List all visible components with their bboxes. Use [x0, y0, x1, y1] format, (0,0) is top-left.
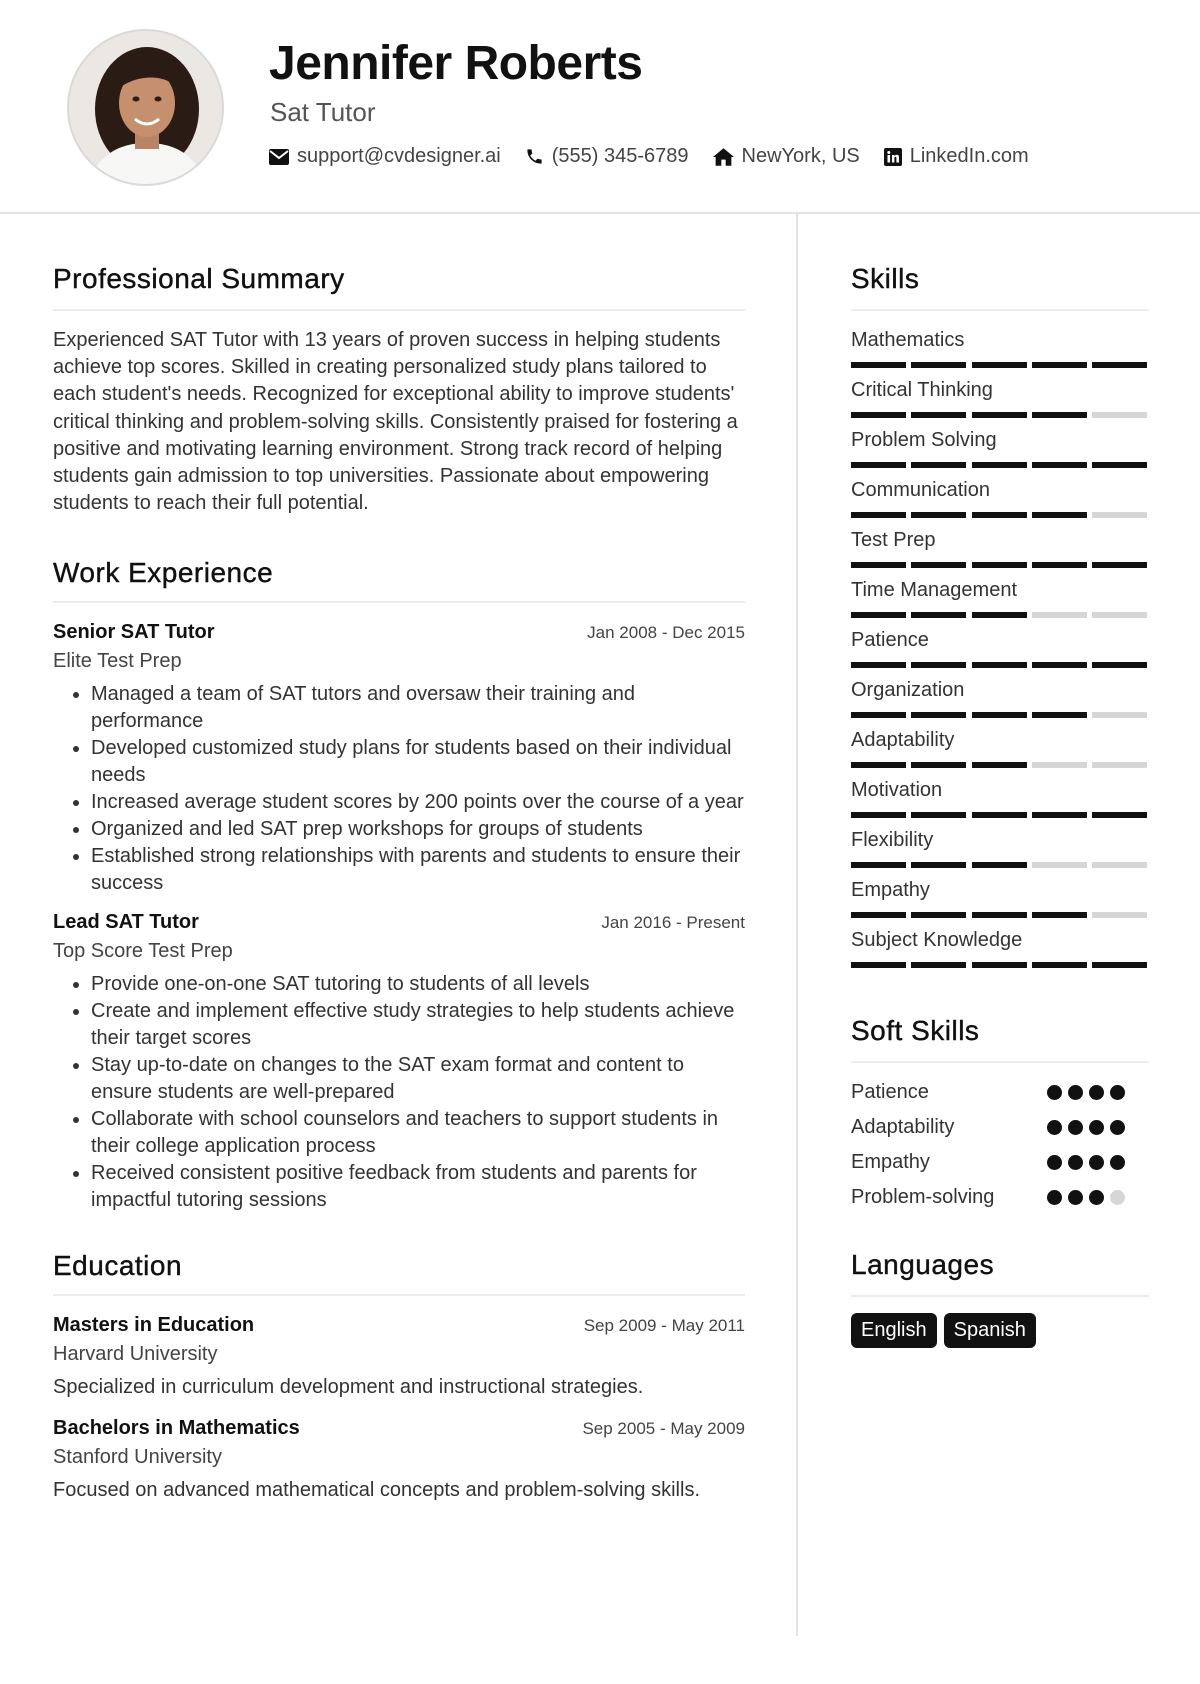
skill-level-segment	[972, 812, 1027, 818]
skill-level-segment	[1032, 662, 1087, 668]
skill-level-segment	[1092, 562, 1147, 568]
skill-level-segment	[1032, 812, 1087, 818]
rating-dot	[1068, 1155, 1083, 1170]
contact-email[interactable]	[269, 145, 501, 168]
skill-name: Test Prep	[851, 529, 936, 551]
linkedin-text: LinkedIn.com	[909, 145, 1029, 167]
skill-name: Adaptability	[851, 729, 955, 751]
skills-section	[851, 263, 1149, 979]
phone-text: (555) 345-6789	[551, 145, 689, 167]
skill-level-segment	[911, 712, 966, 718]
avatar	[69, 31, 224, 186]
skill-level-segment	[1092, 412, 1147, 418]
skill-level-segment	[972, 412, 1027, 418]
list-item: • Stay up-to-date on changes to the SAT exam format and content to ensure students are well-prepared	[91, 1052, 745, 1106]
soft-skills-section	[851, 1015, 1149, 1215]
degree-title: Bachelors in Mathematics	[53, 1417, 300, 1440]
education-heading: Education	[53, 1250, 745, 1296]
skill-level-bar	[851, 862, 1147, 868]
skills-list	[851, 329, 1149, 979]
job-entry	[53, 621, 745, 897]
location-text: NewYork, US	[741, 145, 860, 167]
language-tag: Spanish	[944, 1313, 1036, 1348]
skill-level-segment	[972, 862, 1027, 868]
contact-bar	[269, 145, 1053, 168]
soft-skill-name: Empathy	[851, 1151, 930, 1173]
contact-location	[713, 145, 860, 168]
skill-level-segment	[851, 712, 906, 718]
skill-level-bar	[851, 662, 1147, 668]
rating-dot	[1068, 1085, 1083, 1100]
linkedin-icon	[884, 148, 902, 166]
skill-level-segment	[911, 762, 966, 768]
rating-dot	[1047, 1120, 1062, 1135]
rating-dot	[1047, 1190, 1062, 1205]
rating-dot	[1089, 1190, 1104, 1205]
rating-dot	[1089, 1085, 1104, 1100]
soft-skills-list	[851, 1075, 1149, 1215]
phone-icon	[525, 147, 544, 166]
skill-level-segment	[911, 612, 966, 618]
rating-dot	[1068, 1190, 1083, 1205]
education-entry	[53, 1314, 745, 1399]
skill-level-segment	[1092, 812, 1147, 818]
list-item: • Provide one-on-one SAT tutoring to students of all levels	[91, 971, 745, 998]
skill-name: Patience	[851, 629, 929, 651]
skill-level-segment	[972, 712, 1027, 718]
rating-dot	[1089, 1155, 1104, 1170]
skill-level-segment	[1032, 862, 1087, 868]
skill-level-bar	[851, 362, 1147, 368]
soft-skill-item	[851, 1145, 1149, 1180]
skill-item	[851, 329, 1149, 379]
skill-name: Organization	[851, 679, 965, 701]
skill-name: Time Management	[851, 579, 1017, 601]
sidebar-column	[851, 214, 1149, 1348]
soft-skill-name: Adaptability	[851, 1116, 955, 1138]
skill-level-segment	[1092, 612, 1147, 618]
skill-level-segment	[972, 662, 1027, 668]
skill-level-segment	[911, 462, 966, 468]
skill-level-segment	[972, 762, 1027, 768]
skill-level-segment	[851, 362, 906, 368]
rating-dot	[1110, 1190, 1125, 1205]
job-title: Senior SAT Tutor	[53, 621, 215, 644]
skill-level-segment	[1092, 862, 1147, 868]
skill-level-segment	[1032, 562, 1087, 568]
list-item: • Increased average student scores by 200 points over the course of a year	[91, 789, 745, 816]
skill-item	[851, 779, 1149, 829]
skill-level-bar	[851, 762, 1147, 768]
skill-level-segment	[911, 912, 966, 918]
rating-dot	[1068, 1120, 1083, 1135]
skill-level-segment	[911, 962, 966, 968]
skill-level-segment	[972, 912, 1027, 918]
skill-level-segment	[911, 812, 966, 818]
skill-item	[851, 679, 1149, 729]
list-item: • Received consistent positive feedback from students and parents for impactful tutoring sessions	[91, 1160, 745, 1214]
soft-skill-rating	[1047, 1120, 1125, 1135]
skill-level-segment	[1092, 462, 1147, 468]
skill-level-segment	[911, 862, 966, 868]
language-tags	[851, 1313, 1149, 1348]
soft-skill-name: Problem-solving	[851, 1186, 995, 1208]
skill-level-segment	[851, 662, 906, 668]
skill-level-segment	[1032, 362, 1087, 368]
skill-name: Flexibility	[851, 829, 934, 851]
skill-level-segment	[851, 962, 906, 968]
profile-photo	[67, 29, 224, 186]
main-column	[53, 214, 745, 1502]
school-name: Harvard University	[53, 1343, 218, 1366]
skill-level-segment	[1092, 762, 1147, 768]
list-item: • Managed a team of SAT tutors and oversaw their training and performance	[91, 681, 745, 735]
skill-name: Subject Knowledge	[851, 929, 1023, 951]
contact-linkedin[interactable]	[884, 145, 1029, 168]
skill-level-segment	[1092, 712, 1147, 718]
summary-text: Experienced SAT Tutor with 13 years of proven success in helping students achieve top scores. Skilled in creating personalized study plans tailored to each student's needs. Recognized for exceptional ability to improve students' critical thinking and problem-solving skills. Consistently praised for fostering a positive and motivating learning environment. Strong track record of helping students gain admission to top universities. Passionate about empowering students to reach their full potential.	[53, 329, 738, 515]
company-name: Top Score Test Prep	[53, 940, 233, 963]
rating-dot	[1110, 1120, 1125, 1135]
skill-level-segment	[911, 362, 966, 368]
skill-level-segment	[851, 762, 906, 768]
skill-level-segment	[851, 812, 906, 818]
skill-name: Problem Solving	[851, 429, 997, 451]
skill-item	[851, 529, 1149, 579]
summary-section	[53, 263, 745, 517]
skill-level-bar	[851, 912, 1147, 918]
rating-dot	[1089, 1120, 1104, 1135]
languages-section	[851, 1249, 1149, 1348]
skill-level-segment	[1092, 962, 1147, 968]
column-divider	[796, 214, 798, 1636]
resume-header	[0, 0, 1200, 214]
languages-heading: Languages	[851, 1249, 1149, 1297]
skill-item	[851, 629, 1149, 679]
skill-level-bar	[851, 712, 1147, 718]
rating-dot	[1110, 1155, 1125, 1170]
soft-skills-heading: Soft Skills	[851, 1015, 1149, 1063]
skill-level-segment	[851, 862, 906, 868]
skills-heading: Skills	[851, 263, 1149, 311]
skill-level-segment	[1092, 912, 1147, 918]
candidate-name: Jennifer Roberts	[269, 37, 643, 90]
skill-level-segment	[851, 412, 906, 418]
soft-skill-name: Patience	[851, 1081, 929, 1103]
rating-dot	[1110, 1085, 1125, 1100]
skill-level-bar	[851, 962, 1147, 968]
skill-level-segment	[1092, 662, 1147, 668]
soft-skill-rating	[1047, 1190, 1125, 1205]
skill-level-segment	[851, 562, 906, 568]
job-date: Jan 2016 - Present	[601, 913, 745, 933]
skill-item	[851, 729, 1149, 779]
education-date: Sep 2005 - May 2009	[582, 1419, 745, 1439]
skill-level-segment	[1032, 512, 1087, 518]
job-date: Jan 2008 - Dec 2015	[587, 623, 745, 643]
skill-level-bar	[851, 462, 1147, 468]
skill-level-segment	[972, 562, 1027, 568]
skill-name: Motivation	[851, 779, 943, 801]
skill-item	[851, 429, 1149, 479]
education-description: Focused on advanced mathematical concepts and problem-solving skills.	[53, 1479, 701, 1502]
skill-level-segment	[972, 462, 1027, 468]
soft-skill-item	[851, 1110, 1149, 1145]
skill-level-segment	[1032, 962, 1087, 968]
skill-level-segment	[1032, 612, 1087, 618]
skill-level-segment	[911, 512, 966, 518]
education-section	[53, 1250, 745, 1502]
skill-item	[851, 829, 1149, 879]
skill-item	[851, 879, 1149, 929]
skill-level-segment	[851, 612, 906, 618]
skill-level-segment	[972, 512, 1027, 518]
skill-item	[851, 479, 1149, 529]
skill-level-segment	[1032, 412, 1087, 418]
school-name: Stanford University	[53, 1446, 222, 1469]
skill-level-segment	[972, 962, 1027, 968]
skill-level-bar	[851, 812, 1147, 818]
skill-item	[851, 379, 1149, 429]
skill-level-segment	[851, 462, 906, 468]
soft-skill-rating	[1047, 1155, 1125, 1170]
job-entry	[53, 911, 745, 1214]
contact-phone[interactable]	[525, 145, 689, 168]
envelope-icon	[269, 149, 289, 165]
skill-level-segment	[1032, 712, 1087, 718]
skill-level-segment	[851, 912, 906, 918]
skill-level-segment	[911, 562, 966, 568]
list-item: • Create and implement effective study strategies to help students achieve their target scores	[91, 998, 745, 1052]
job-bullets	[53, 971, 745, 1214]
skill-level-segment	[1092, 362, 1147, 368]
skill-level-bar	[851, 562, 1147, 568]
soft-skill-item	[851, 1180, 1149, 1215]
skill-item	[851, 579, 1149, 629]
skill-level-segment	[1032, 912, 1087, 918]
skill-name: Critical Thinking	[851, 379, 993, 401]
experience-section	[53, 557, 745, 1214]
home-icon	[713, 148, 734, 166]
skill-name: Communication	[851, 479, 990, 501]
skill-level-segment	[911, 412, 966, 418]
email-text: support@cvdesigner.ai	[297, 145, 501, 167]
list-item: • Organized and led SAT prep workshops for groups of students	[91, 816, 745, 843]
job-title: Lead SAT Tutor	[53, 911, 199, 934]
skill-level-segment	[1032, 462, 1087, 468]
skill-level-segment	[1032, 762, 1087, 768]
skill-level-bar	[851, 612, 1147, 618]
list-item: • Established strong relationships with parents and students to ensure their success	[91, 843, 745, 897]
skill-level-segment	[851, 512, 906, 518]
skill-level-segment	[972, 362, 1027, 368]
skill-level-segment	[911, 662, 966, 668]
experience-heading: Work Experience	[53, 557, 745, 603]
skill-level-bar	[851, 412, 1147, 418]
skill-level-segment	[972, 612, 1027, 618]
company-name: Elite Test Prep	[53, 650, 182, 673]
skill-item	[851, 929, 1149, 979]
degree-title: Masters in Education	[53, 1314, 255, 1337]
education-entry	[53, 1417, 745, 1502]
skill-name: Empathy	[851, 879, 930, 901]
language-tag: English	[851, 1313, 937, 1348]
job-bullets	[53, 681, 745, 897]
skill-level-bar	[851, 512, 1147, 518]
skill-level-segment	[1092, 512, 1147, 518]
list-item: • Developed customized study plans for students based on their individual needs	[91, 735, 745, 789]
soft-skill-rating	[1047, 1085, 1125, 1100]
skill-name: Mathematics	[851, 329, 965, 351]
rating-dot	[1047, 1155, 1062, 1170]
soft-skill-item	[851, 1075, 1149, 1110]
candidate-title: Sat Tutor	[270, 97, 376, 127]
summary-heading: Professional Summary	[53, 263, 745, 311]
list-item: • Collaborate with school counselors and teachers to support students in their college application process	[91, 1106, 745, 1160]
education-date: Sep 2009 - May 2011	[583, 1316, 745, 1336]
rating-dot	[1047, 1085, 1062, 1100]
education-description: Specialized in curriculum development and instructional strategies.	[53, 1376, 644, 1399]
